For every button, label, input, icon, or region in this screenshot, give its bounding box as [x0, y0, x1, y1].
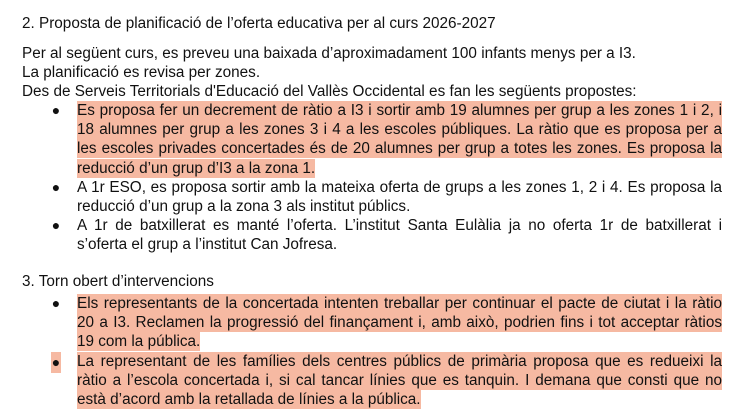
- bullet-icon: ●: [51, 102, 61, 118]
- section-2-title: 2. Proposta de planificació de l’oferta educativa per al curs 2026-2027: [22, 15, 496, 32]
- intro-line-3: Des de Serveis Territorials d'Educació del Vallès Occidental es fan les següents propostes:: [22, 83, 637, 101]
- list-item-text: A 1r de batxillerat es manté l’oferta. L’institut Santa Eulàlia ja no oferta 1r de batxillerat i s’oferta el grup a l’institut Can Jofresa.: [77, 217, 722, 254]
- highlighted-text: Es proposa fer un decrement de ràtio a I3 i sortir amb 19 alumnes per grup a les zones 1 i 2, i 18 alumnes per grup a les zones 3 i 4 a les escoles públiques. La ràtio que es proposa per a les escoles privades concertades és de 20 alumnes per grup a totes les zones. Es proposa la reducció d’un grup d’I3 a la zona 1.: [77, 102, 722, 177]
- section-3-interventions-list: [0, 294, 752, 409]
- section-3-title: 3. Torn obert d’intervencions: [22, 273, 214, 290]
- list-item: [0, 352, 752, 410]
- bullet-icon: ●: [51, 352, 61, 373]
- highlighted-text: La representant de les famílies dels centres públics de primària proposa que es redueixi la ràtio a l’escola concertada i, si cal tancar línies que es tanquin. I demana que consti que no està d’acord amb la retallada de línies a la pública.: [77, 352, 722, 409]
- section-2-proposals-list: [0, 101, 752, 255]
- section-2-intro: [22, 44, 742, 102]
- list-item: [0, 294, 752, 352]
- bullet-icon: ●: [51, 295, 61, 311]
- intro-line-2: La planificació es revisa per zones.: [22, 64, 261, 82]
- highlighted-text: Els representants de la concertada intenten treballar per continuar el pacte de ciutat i la ràtio 20 a I3. Reclamen la progressió del finançament i, amb això, podrien fins i tot acceptar ràtios 19 com la pública.: [77, 295, 722, 351]
- list-item: [0, 178, 752, 216]
- list-item: [0, 101, 752, 178]
- list-item: [0, 216, 752, 254]
- bullet-icon: ●: [51, 178, 61, 195]
- bullet-icon: ●: [51, 217, 61, 234]
- intro-line-1: Per al següent curs, es preveu una baixada d’aproximadament 100 infants menys per a I3.: [22, 45, 636, 62]
- list-item-text: A 1r ESO, es proposa sortir amb la mateixa oferta de grups a les zones 1, 2 i 4. Es proposa la reducció d’un grup a la zona 3 als institut públics.: [77, 178, 722, 216]
